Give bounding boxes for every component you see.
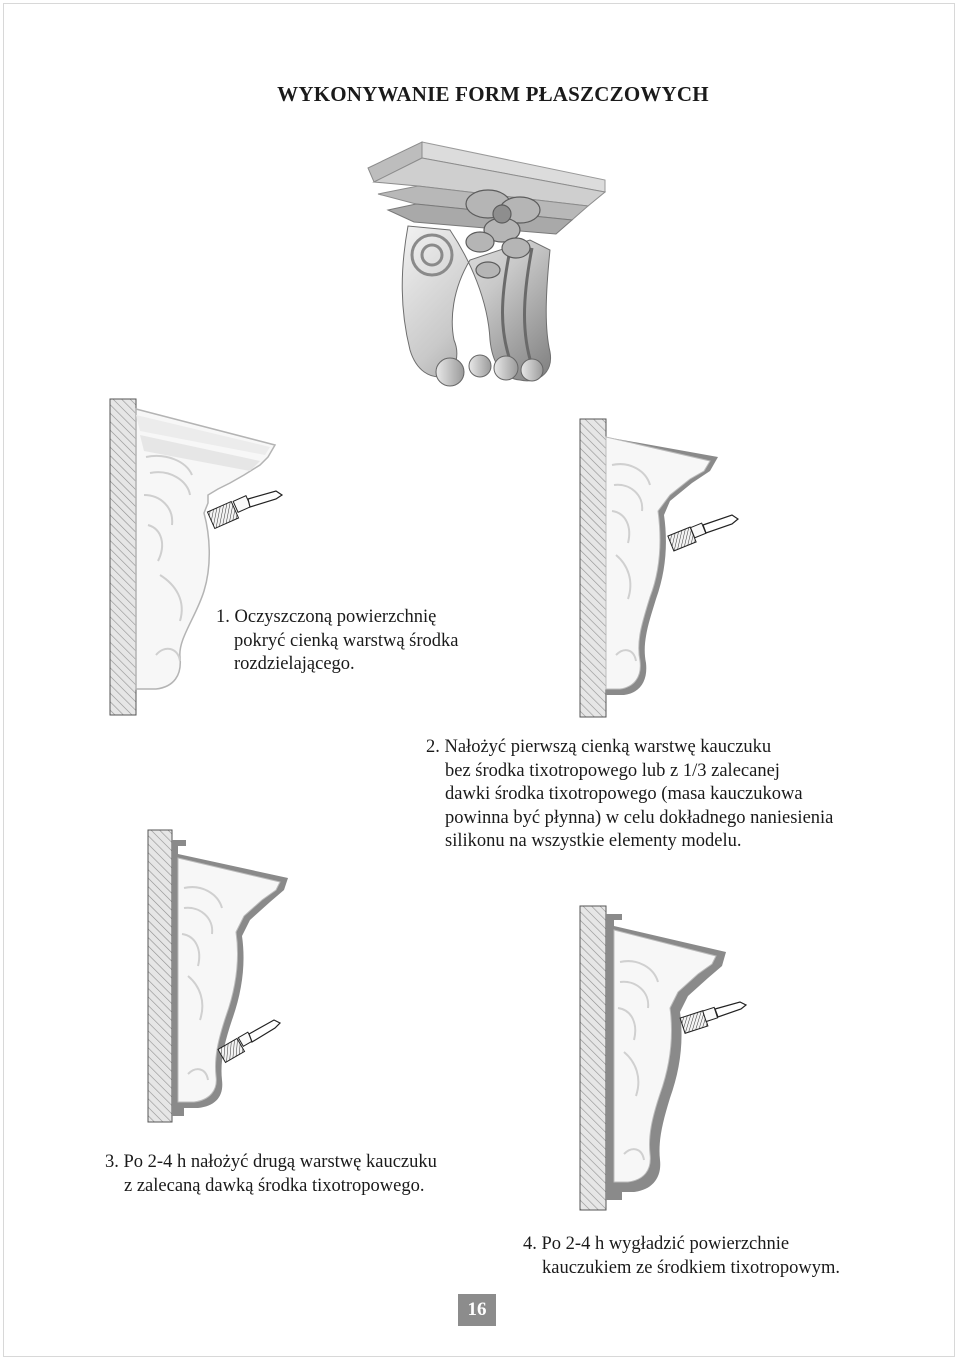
caption-line: rozdzielającego. [234,654,355,674]
caption-line: silikonu na wszystkie elementy modelu. [445,831,742,851]
caption-line: pokryć cienką warstwą środka [234,630,459,651]
caption-line: dawki środka tixotropowego (masa kauczukowa [445,784,803,804]
step-number: 3. [105,1152,119,1172]
caption-line: Po 2-4 h wygładzić powierzchnie [541,1234,790,1254]
step-4-caption [523,1233,840,1280]
paint-brush-icon [668,515,738,551]
figure-step-2 [572,415,762,720]
caption-line: kauczukiem ze środkiem tixotropowym. [542,1257,840,1278]
page-number-badge: 16 [458,1294,496,1326]
step-2-caption [426,736,833,854]
caption-line: Po 2-4 h nałożyć drugą warstwę kauczuku [123,1152,437,1172]
caption-line: Nałożyć pierwszą cienką warstwę kauczuku [444,737,772,757]
step-1-caption [216,606,458,677]
figure-step-4 [570,902,750,1214]
corbel-photo [360,130,612,390]
caption-line: Oczyszczoną powierzchnię [234,607,437,627]
page-title: WYKONYWANIE FORM PŁASZCZOWYCH [277,82,709,106]
caption-line: z zalecaną dawką środka tixotropowego. [124,1175,425,1196]
step-number: 4. [523,1234,537,1254]
paint-brush-icon [680,1002,746,1033]
step-number: 2. [426,737,440,757]
step-3-caption [105,1151,437,1198]
caption-line: powinna być płynna) w celu dokładnego naniesienia [445,807,834,828]
step-number: 1. [216,607,230,627]
paint-brush-icon [207,491,282,529]
figure-step-3 [138,826,298,1126]
caption-line: bez środka tixotropowego lub z 1/3 zalecanej [445,760,780,781]
